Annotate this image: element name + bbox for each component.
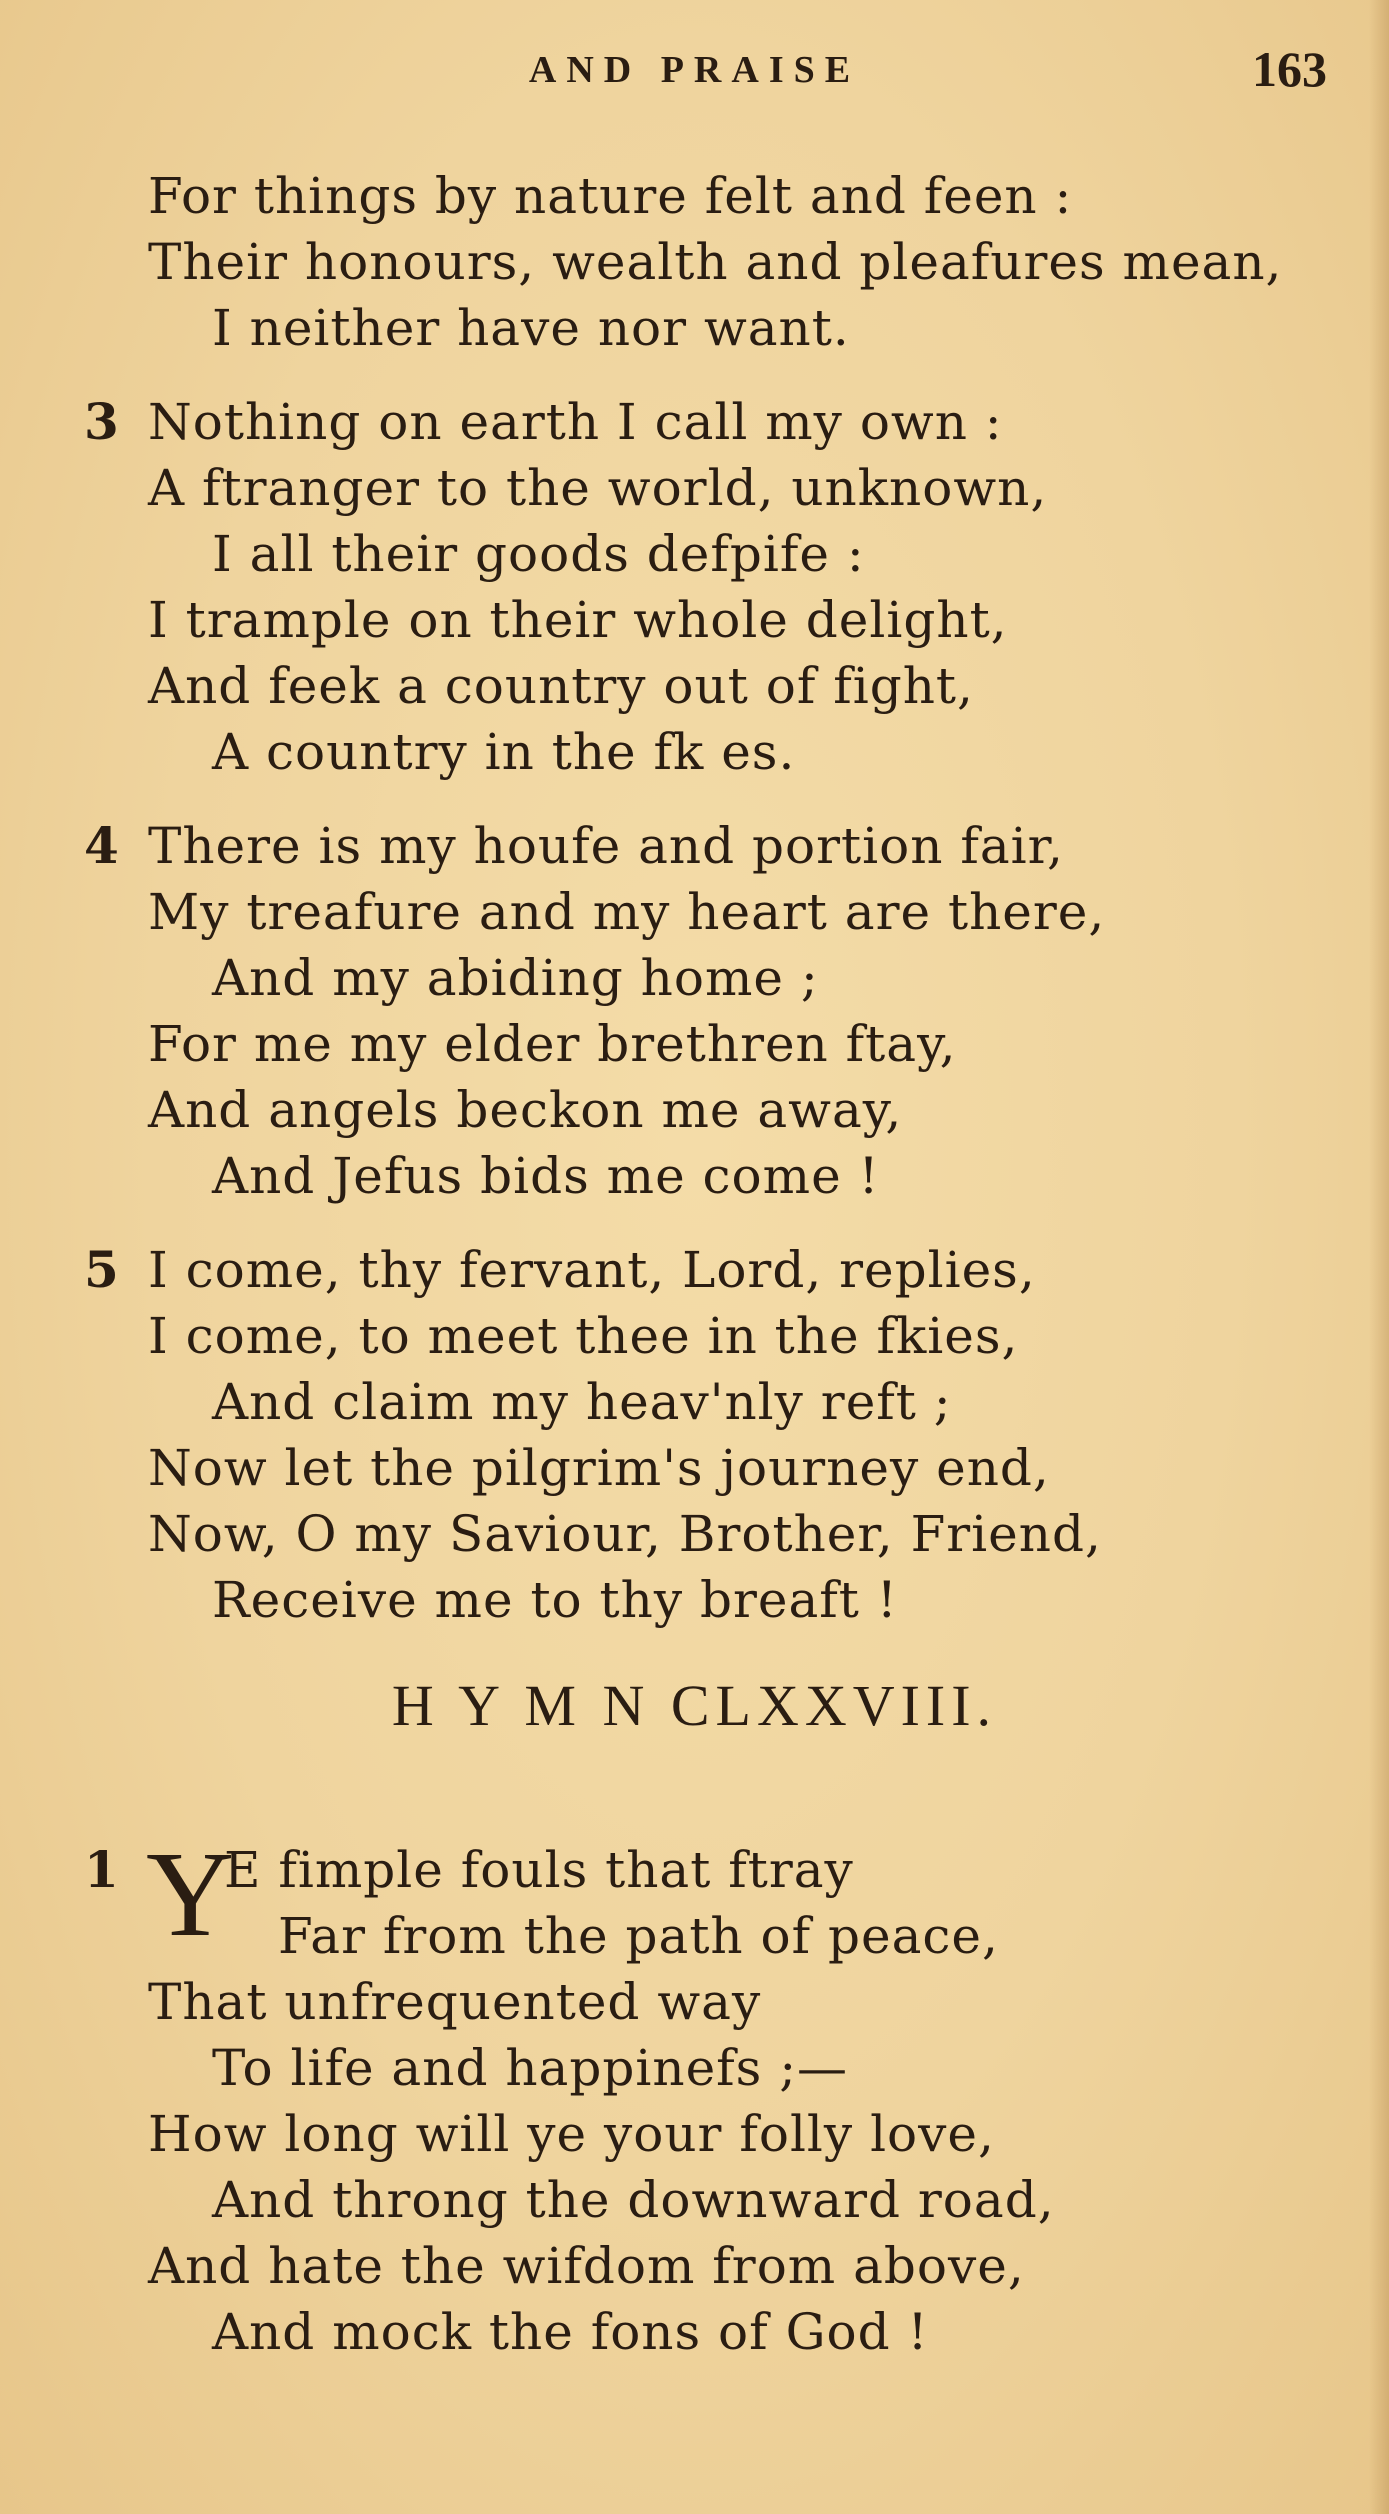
verse-line: And claim my heav'nly reft ; [212, 1373, 952, 1431]
stanza-number: 1 [84, 1840, 119, 1899]
verse-line: My treafure and my heart are there, [148, 883, 1106, 941]
drop-cap: Y [146, 1827, 235, 1962]
verse-line: There is my houfe and portion fair, [148, 817, 1064, 875]
verse-line: And hate the wifdom from above, [148, 2237, 1025, 2295]
verse-line: For me my elder brethren ftay, [148, 1015, 957, 1073]
verse-line: And feek a country out of fight, [148, 657, 974, 715]
verse-line: And mock the fons of God ! [212, 2303, 929, 2361]
verse-line: I come, thy fervant, Lord, replies, [148, 1241, 1036, 1299]
verse-line: I trample on their whole delight, [148, 591, 1008, 649]
verse-line: To life and happinefs ;— [212, 2039, 849, 2097]
stanza-number: 3 [84, 392, 119, 451]
stanza-number: 4 [84, 816, 119, 875]
page-number: 163 [1252, 41, 1327, 97]
page-edge-shadow [1369, 0, 1389, 2514]
verse-line: Receive me to thy breaft ! [212, 1571, 898, 1629]
verse-line: And Jefus bids me come ! [212, 1147, 880, 1205]
verse-line: Now, O my Saviour, Brother, Friend, [148, 1505, 1102, 1563]
verse-line: I come, to meet thee in the fkies, [148, 1307, 1019, 1365]
verse-line: A ftranger to the world, unknown, [148, 459, 1048, 517]
stanza-number: 5 [84, 1240, 119, 1299]
verse-line: Far from the path of peace, [278, 1907, 999, 1965]
verse-line: And throng the downward road, [212, 2171, 1055, 2229]
verse-line: How long will ye your folly love, [148, 2105, 995, 2163]
verse-line: Now let the pilgrim's journey end, [148, 1439, 1050, 1497]
verse-line: I neither have nor want. [212, 299, 850, 357]
verse-line: A country in the fk es. [212, 723, 796, 781]
verse-line: And my abiding home ; [212, 949, 819, 1007]
verse-line: For things by nature felt and feen : [148, 167, 1073, 225]
verse-line: That unfrequented way [148, 1973, 762, 2031]
verse-line: E fimple fouls that ftray [224, 1841, 854, 1899]
verse-line: Nothing on earth I call my own : [148, 393, 1003, 451]
running-header: AND PRAISE [528, 49, 861, 91]
verse-line: Their honours, wealth and pleafures mean, [148, 233, 1283, 291]
hymn-title: H Y M N CLXXVIII. [391, 1673, 998, 1738]
verse-line: And angels beckon me away, [148, 1081, 903, 1139]
verse-line: I all their goods defpife : [212, 525, 865, 583]
